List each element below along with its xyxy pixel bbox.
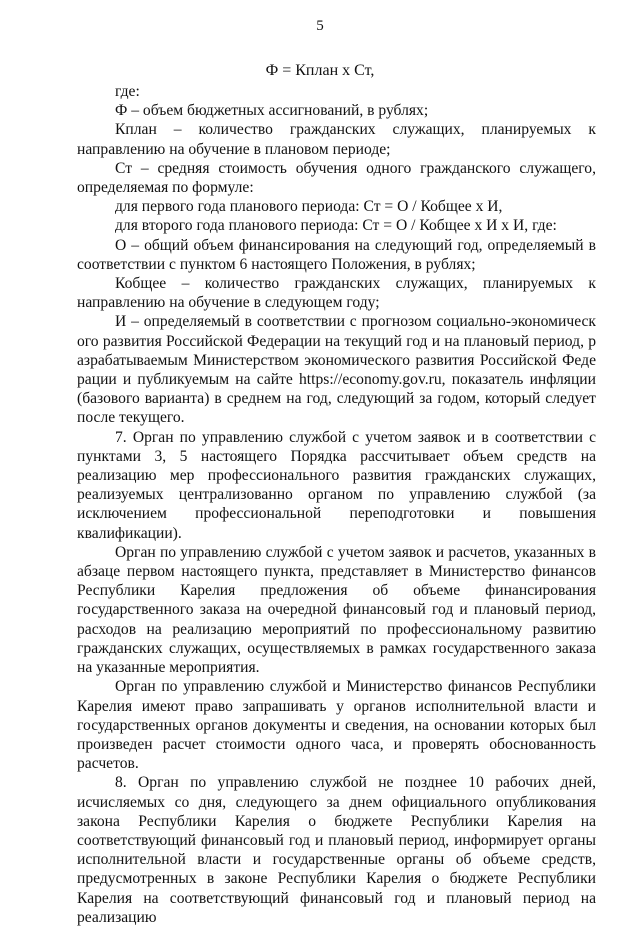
paragraph-def-kplan: Кплан – количество гражданских служащих, планируемых к направлению на обучение в плановом периоде; — [77, 121, 596, 158]
paragraph-second-year: для второго года планового периода: Ст = О / Кобщее х И х И, где: — [115, 217, 557, 235]
paragraph-item-8: 8. Орган по управлению службой не позднее 10 рабочих дней, исчисляемых со дня, следующего за днем официального опубликования закона Республики Карелия о бюджете Республики Карелия на соответствующий финансовый год и плановый период, информирует органы исполнительной власти и государственные органы об объеме средств, предусмотренных в законе Республики Карелия о бюджете Республики Карелия на соответствующий финансовый год и плановый период на реализацию — [77, 774, 596, 926]
paragraph-def-st: Ст – средняя стоимость обучения одного гражданского служащего, определяемая по формуле: — [77, 159, 596, 197]
paragraph-where: где: — [115, 83, 140, 100]
paragraph-def-kobshchee: Кобщее – количество гражданских служащих, планируемых к направлению на обучение в следующем году; — [77, 275, 596, 312]
paragraph-first-year: для первого года планового периода: Ст = О / Кобщее х И, — [115, 198, 503, 216]
formula-cost: Ф = Кплан х Ст, — [265, 62, 375, 79]
paragraph-item-7-proposals: Орган по управлению службой с учетом заявок и расчетов, указанных в абзаце первом настоящего пункта, представляет в Министерство финансов Республики Карелия предложения об объеме финансирования государственного заказа на очередной финансовый год и плановый период, расходов на реализацию мероприятий по профессиональному развитию гражданских служащих, осуществляемых в рамках государственного заказа на указанные мероприятия. — [77, 543, 596, 677]
document-body — [77, 82, 596, 927]
paragraph-def-i: И – определяемый в соответствии с прогнозом социально-экономического развития Российской Федерации на текущий год и на плановый период, разрабатываемым Министерством экономического развития Российской Федерации и публикуемым на сайте https://economy.gov.ru, показатель инфляции (базового варианта) в среднем на год, следующий за годом, который следует после текущего. — [77, 313, 596, 427]
paragraph-def-o: О – общий объем финансирования на следующий год, определяемый в соответствии с пунктом 6 настоящего Положения, в рублях; — [77, 236, 596, 273]
paragraph-item-7: 7. Орган по управлению службой с учетом заявок и в соответствии с пунктами 3, 5 настоящего Порядка рассчитывает объем средств на реализацию мер профессионального развития гражданских служащих, реализуемых централизованно органом по управлению службой (за исключением профессиональной переподготовки и повышения квалификации). — [77, 428, 596, 542]
page-number: 5 — [316, 18, 324, 34]
paragraph-item-7-rights: Орган по управлению службой и Министерство финансов Республики Карелия имеют право запрашивать у органов исполнительной власти и государственных органов документы и сведения, на основании которых был произведен расчет стоимости одного часа, и проверять обоснованность расчетов. — [77, 678, 596, 773]
paragraph-def-f: Ф – объем бюджетных ассигнований, в рублях; — [115, 102, 429, 120]
